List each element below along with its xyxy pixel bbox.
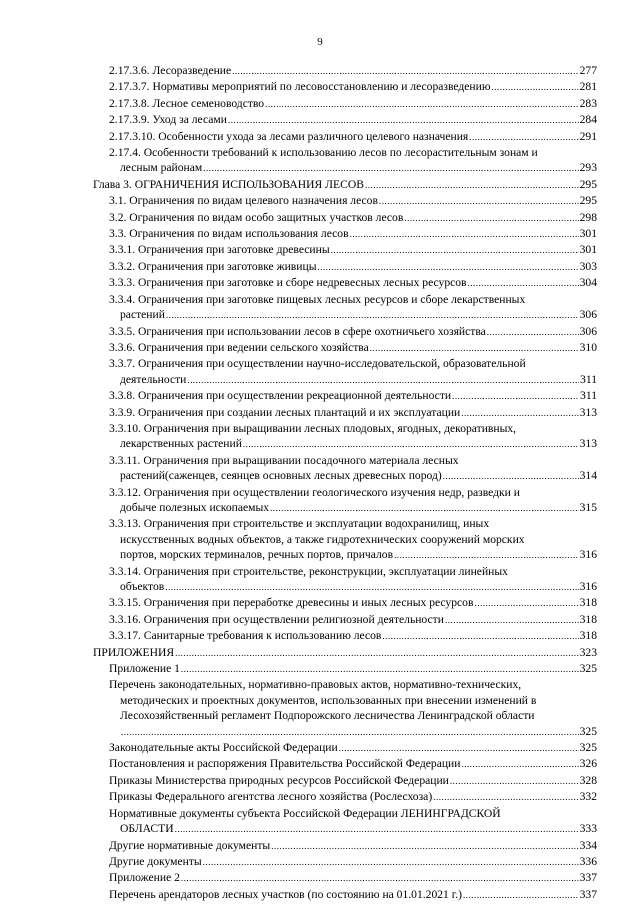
toc-entry-title: 3.1. Ограничения по видам целевого назначения лесов (109, 194, 378, 208)
toc-entry-title: 3.3.10. Ограничения при выращивании лесных плодовых, ягодных, декоративных, (109, 421, 517, 435)
dot-leader (474, 596, 578, 611)
dot-leader (228, 113, 579, 128)
dot-leader (394, 548, 579, 563)
toc-entry[interactable] (0, 595, 640, 611)
toc-entry[interactable] (0, 756, 640, 772)
toc-entry[interactable] (0, 564, 640, 596)
dot-leader (404, 211, 578, 226)
toc-entry-title: 3.3.16. Ограничения при осуществлении религиозной деятельности (109, 612, 444, 626)
toc-entry-title: 3.3.12. Ограничения при осуществлении геологического изучения недр, разведки и (109, 485, 520, 499)
dot-leader (270, 501, 579, 516)
toc-entry[interactable] (0, 129, 640, 145)
dot-leader (452, 389, 579, 404)
toc-page-number: 328 (579, 773, 597, 787)
toc-page-number: 315 (579, 500, 597, 514)
dot-leader (166, 308, 579, 323)
toc-entry-title: Законодательные акты Российской Федерации (109, 741, 338, 755)
toc-page-number: 337 (579, 871, 597, 885)
toc-page-number: 313 (579, 437, 597, 451)
dot-leader (339, 741, 579, 756)
toc-entry[interactable] (0, 242, 640, 258)
dot-leader (468, 276, 579, 291)
toc-entry-title: Другие документы (109, 854, 202, 868)
toc-entry-title: 3.3.1. Ограничения при заготовке древесины (109, 243, 330, 257)
toc-entry-title: растений (120, 308, 165, 322)
dot-leader (463, 888, 579, 903)
toc-entry-title: 3.3.5. Ограничения при использовании лесов в сфере охотничьего хозяйства (109, 324, 486, 338)
toc-page-number: 281 (579, 80, 597, 94)
toc-page-number: 306 (579, 308, 597, 322)
toc-entry[interactable] (0, 210, 640, 226)
toc-entry-title: 3.3. Ограничения по видам использования лесов (109, 227, 349, 241)
toc-page-number: 313 (579, 405, 597, 419)
toc-entry-title: 3.3.14. Ограничения при строительстве, реконструкции, эксплуатации линейных (109, 564, 508, 578)
toc-page-number: 295 (579, 177, 597, 191)
toc-entry[interactable] (0, 340, 640, 356)
toc-page-number: 284 (579, 113, 597, 127)
toc-entry-title: портов, морских терминалов, речных портов, причалов (120, 548, 394, 562)
toc-entry-title: Глава 3. ОГРАНИЧЕНИЯ ИСПОЛЬЗОВАНИЯ ЛЕСОВ (93, 177, 364, 191)
toc-page-number: 301 (579, 227, 597, 241)
toc-entry-title: Приказы Федерального агентства лесного хозяйства (Рослесхоза) (109, 790, 433, 804)
dot-leader (433, 790, 578, 805)
toc-entry[interactable] (0, 870, 640, 886)
dot-leader (121, 725, 579, 740)
toc-page-number: 303 (579, 259, 597, 273)
toc-entry[interactable] (0, 773, 640, 789)
toc-entry[interactable] (0, 63, 640, 79)
toc-entry[interactable] (0, 806, 640, 838)
dot-leader (265, 97, 579, 112)
toc-page-number: 333 (579, 822, 597, 836)
toc-entry[interactable] (0, 789, 640, 805)
dot-leader (175, 822, 579, 837)
toc-entry[interactable] (0, 259, 640, 275)
toc-page-number: 334 (579, 838, 597, 852)
toc-entry-title: ПРИЛОЖЕНИЯ (93, 645, 175, 659)
dot-leader (469, 130, 578, 145)
toc-entry[interactable] (0, 226, 640, 242)
toc-entry-title: Приказы Министерства природных ресурсов Российской Федерации (109, 773, 449, 787)
toc-page-number: 298 (579, 210, 597, 224)
toc-entry[interactable] (0, 96, 640, 112)
toc-page-number: 306 (579, 324, 597, 338)
dot-leader (271, 839, 578, 854)
toc-entry[interactable] (0, 516, 640, 563)
dot-leader (370, 341, 579, 356)
toc-page-number: 316 (579, 548, 597, 562)
toc-entry-title: искусственных водных объектов, а также гидротехнических сооружений морских (120, 532, 525, 546)
dot-leader (317, 260, 578, 275)
dot-leader (243, 437, 579, 452)
toc-page-number: 318 (579, 612, 597, 626)
toc-entry[interactable] (0, 292, 640, 324)
toc-page-number: 326 (579, 757, 597, 771)
toc-entry-title: 2.17.3.9. Уход за лесами (109, 113, 227, 127)
toc-entry-title: 3.3.7. Ограничения при осуществлении научно-исследовательской, образовательной (109, 357, 526, 371)
toc-entry[interactable] (0, 854, 640, 870)
table-of-contents (0, 63, 640, 903)
dot-leader (487, 325, 579, 340)
toc-entry-title: Перечень законодательных, нормативно-правовых актов, нормативно-технических, (109, 678, 522, 692)
toc-page-number: 311 (580, 372, 597, 386)
toc-page-number: 332 (579, 790, 597, 804)
toc-page-number: 304 (579, 276, 597, 290)
toc-entry-title: 3.3.9. Ограничения при создании лесных плантаций и их эксплуатации (109, 405, 461, 419)
dot-leader (331, 243, 579, 258)
toc-entry[interactable] (0, 275, 640, 291)
toc-entry[interactable] (0, 193, 640, 209)
toc-entry[interactable] (0, 838, 640, 854)
toc-entry-title: 3.3.3. Ограничения при заготовке и сборе недревесных лесных ресурсов (109, 276, 467, 290)
toc-entry[interactable] (0, 485, 640, 517)
toc-entry-title: объектов (120, 580, 165, 593)
toc-page-number: 314 (579, 469, 597, 483)
toc-entry[interactable] (0, 612, 640, 628)
toc-entry-title: 2.17.4. Особенности требований к использованию лесов по лесорастительным зонам и (109, 146, 538, 160)
toc-entry-title: 2.17.3.6. Лесоразведение (109, 64, 232, 77)
toc-page-number: 295 (579, 194, 597, 208)
toc-page-number: 336 (579, 854, 597, 868)
dot-leader (492, 80, 579, 95)
toc-page-number: 283 (579, 96, 597, 110)
toc-page-number: 337 (579, 887, 597, 901)
toc-entry-title: лекарственных растений (120, 437, 242, 451)
dot-leader (461, 406, 578, 421)
toc-page-number: 293 (579, 161, 597, 175)
toc-entry[interactable] (0, 112, 640, 128)
toc-page-number: 325 (579, 662, 597, 676)
dot-leader (461, 757, 578, 772)
toc-entry[interactable] (0, 79, 640, 95)
toc-entry[interactable] (0, 887, 640, 903)
dot-leader (187, 373, 579, 388)
toc-page-number: 318 (579, 629, 597, 643)
dot-leader (382, 629, 578, 644)
toc-entry[interactable] (0, 453, 640, 485)
toc-entry-title: растений(саженцев, сеянцев основных лесных древесных пород) (120, 469, 442, 483)
toc-page-number: 301 (579, 243, 597, 257)
dot-leader (445, 613, 579, 628)
toc-entry-title: деятельности (120, 372, 187, 386)
toc-page-number: 318 (579, 596, 597, 610)
dot-leader (165, 580, 578, 595)
toc-entry[interactable] (0, 677, 640, 740)
toc-entry-title: Приложение 2 (109, 871, 180, 885)
toc-entry[interactable] (0, 405, 640, 421)
dot-leader (203, 161, 578, 176)
dot-leader (365, 178, 579, 193)
toc-entry-title: 3.3.6. Ограничения при ведении сельского хозяйства (109, 340, 369, 354)
dot-leader (175, 646, 579, 661)
toc-entry-title: 2.17.3.10. Особенности ухода за лесами различного целевого назначения (109, 129, 469, 143)
toc-page-number: 316 (579, 580, 597, 593)
toc-entry-title: Постановления и распоряжения Правительства Российской Федерации (109, 757, 461, 771)
toc-entry-title: 2.17.3.8. Лесное семеноводство (109, 96, 265, 110)
toc-entry[interactable] (0, 661, 640, 677)
toc-entry-title: Приложение 1 (109, 662, 180, 676)
toc-page-number: 310 (579, 340, 597, 354)
toc-entry-title: Перечень арендаторов лесных участков (по состоянию на 01.01.2021 г.) (109, 887, 462, 901)
toc-entry[interactable] (0, 421, 640, 453)
toc-entry-title: 3.3.13. Ограничения при строительстве и эксплуатации водохранилищ, иных (109, 517, 490, 531)
toc-page-number: 277 (579, 64, 597, 77)
dot-leader (379, 194, 579, 209)
toc-entry[interactable] (0, 645, 640, 661)
toc-entry[interactable] (0, 388, 640, 404)
toc-entry-title: 3.3.15. Ограничения при переработке древесины и иных лесных ресурсов (109, 596, 474, 610)
toc-entry-title: ОБЛАСТИ (120, 822, 174, 836)
dot-leader (443, 469, 579, 484)
dot-leader (181, 871, 579, 886)
toc-entry-title: Лесохозяйственный регламент Подпорожского лесничества Ленинградской области (120, 709, 535, 723)
toc-entry[interactable] (0, 177, 640, 193)
toc-entry-title: лесным районам (120, 161, 203, 175)
toc-entry-title: 2.17.3.7. Нормативы мероприятий по лесовосстановлению и лесоразведению (109, 80, 491, 94)
dot-leader (203, 855, 579, 870)
toc-entry[interactable] (0, 145, 640, 177)
toc-page-number: 323 (579, 645, 597, 659)
toc-entry-title: 3.3.2. Ограничения при заготовке живицы (109, 259, 317, 273)
toc-entry-title: 3.3.11. Ограничения при выращивании посадочного материала лесных (109, 453, 459, 467)
dot-leader (232, 64, 578, 79)
toc-page-number: 325 (579, 724, 597, 738)
toc-entry[interactable] (0, 628, 640, 644)
toc-page-number: 311 (580, 389, 597, 403)
dot-leader (350, 227, 579, 242)
toc-entry-title: 3.2. Ограничения по видам особо защитных участков лесов (109, 210, 404, 224)
toc-entry[interactable] (0, 324, 640, 340)
toc-entry-title: Другие нормативные документы (109, 838, 271, 852)
toc-entry-title: 3.3.8. Ограничения при осуществлении рекреационной деятельности (109, 389, 452, 403)
toc-page-number: 325 (579, 741, 597, 755)
toc-entry-title: добыче полезных ископаемых (120, 500, 270, 514)
page-number: 9 (317, 36, 323, 48)
toc-page-number: 291 (579, 129, 597, 143)
toc-entry-title: 3.3.17. Санитарные требования к использованию лесов (109, 629, 382, 643)
toc-entry-title: 3.3.4. Ограничения при заготовке пищевых лесных ресурсов и сборе лекарственных (109, 292, 526, 306)
toc-entry[interactable] (0, 356, 640, 388)
dot-leader (450, 774, 579, 789)
toc-entry-title: Нормативные документы субъекта Российской Федерации ЛЕНИНГРАДСКОЙ (109, 806, 501, 820)
toc-entry[interactable] (0, 740, 640, 756)
dot-leader (181, 662, 579, 677)
toc-entry-title: методических и проектных документов, использованных при внесении изменений в (120, 693, 537, 707)
